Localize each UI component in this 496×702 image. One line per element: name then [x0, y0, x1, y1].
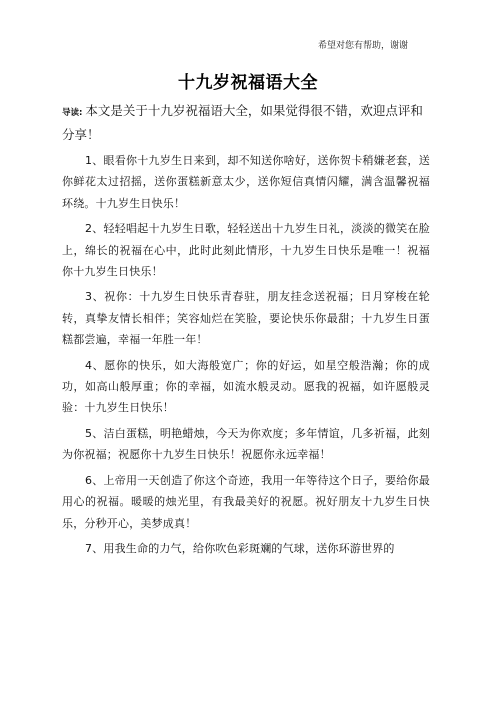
document-body: [62, 100, 430, 563]
paragraph-5: 5、洁白蛋糕，明艳蜡烛，今天为你欢度；多年情谊，几多祈福，此刻为你祝福；祝愿你十九岁生日快乐！祝愿你永远幸福！: [62, 426, 430, 462]
intro-label: 导读:: [62, 108, 83, 118]
paragraph-2: 2、轻轻唱起十九岁生日歌，轻轻送出十九岁生日礼，淡淡的微笑在脸上，绵长的祝福在心中，此时此刻此情形，十九岁生日快乐是唯一！祝福你十九岁生日快乐！: [62, 222, 430, 279]
paragraph-4: 4、愿你的快乐，如大海般宽广；你的好运，如星空般浩瀚；你的成功，如高山般厚重；你的幸福，如流水般灵动。愿我的祝福，如许愿般灵验：十九岁生日快乐！: [62, 358, 430, 415]
header-note: 希望对您有帮助，谢谢: [317, 41, 408, 51]
intro-text: 本文是关于十九岁祝福语大全，如果觉得很不错，欢迎点评和分享！: [62, 103, 423, 142]
paragraph-1: 1、眼看你十九岁生日来到，却不知送你啥好，送你贺卡稍嫌老套，送你鲜花太过招摇，送你蛋糕新意太少，送你短信真情闪耀，满含温馨祝福环绕。十九岁生日快乐！: [62, 154, 430, 210]
document-title: 十九岁祝福语大全: [178, 73, 318, 93]
intro-paragraph: [62, 100, 430, 145]
paragraph-7: 7、用我生命的力气，给你吹色彩斑斓的气球，送你环游世界的: [85, 541, 395, 555]
paragraph-3: 3、祝你：十九岁生日快乐青春驻，朋友挂念送祝福；日月穿梭在轮转，真挚友情长相伴；笑容灿烂在笑脸，要论快乐你最甜；十九岁生日蛋糕都尝遍，幸福一年胜一年！: [62, 290, 430, 347]
paragraph-6: 6、上帝用一天创造了你这个奇迹，我用一年等待这个日子，要给你最用心的祝福。暖暖的烛光里，有我最美好的祝愿。祝好朋友十九岁生日快乐，分秒开心，美梦成真！: [62, 473, 430, 530]
